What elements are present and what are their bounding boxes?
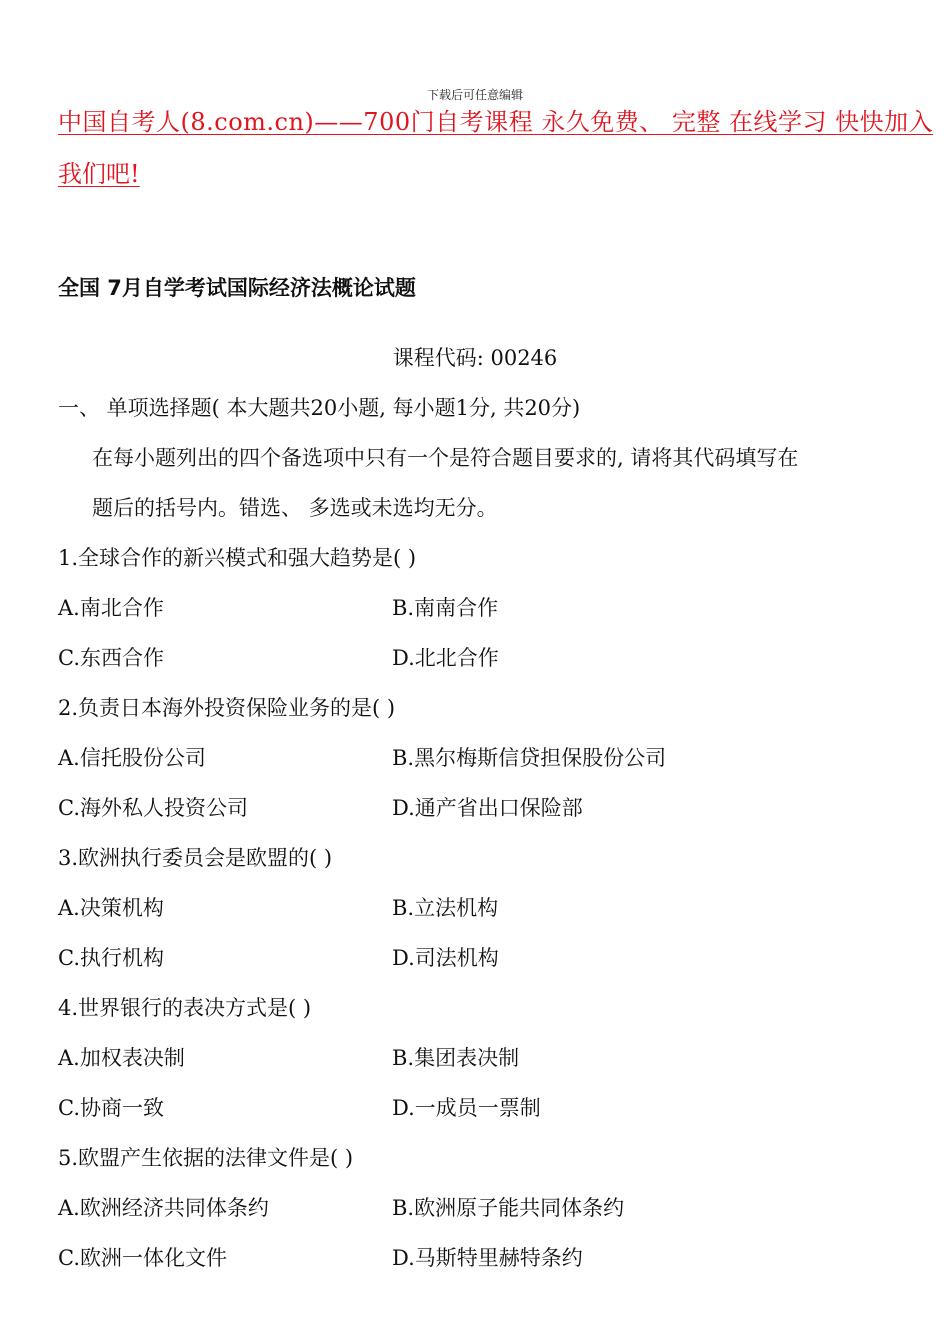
section-instruction-line-1: 在每小题列出的四个备选项中只有一个是符合题目要求的, 请将其代码填写在 <box>92 446 799 470</box>
section-heading: 一、 单项选择题( 本大题共20小题, 每小题1分, 共20分) <box>58 396 581 420</box>
option-d: D.马斯特里赫特条约 <box>392 1246 583 1270</box>
option-a: A.信托股份公司 <box>58 746 206 770</box>
option-a: A.决策机构 <box>58 896 164 920</box>
option-c: C.执行机构 <box>58 946 164 970</box>
promo-link-line-2[interactable]: 我们吧! <box>58 160 140 188</box>
option-b: B.南南合作 <box>392 596 499 620</box>
option-d: D.通产省出口保险部 <box>392 796 583 820</box>
question-stem: 4.世界银行的表决方式是( ) <box>58 996 312 1020</box>
option-a: A.加权表决制 <box>58 1046 185 1070</box>
option-c: C.东西合作 <box>58 646 164 670</box>
option-c: C.欧洲一体化文件 <box>58 1246 227 1270</box>
course-code: 课程代码: 00246 <box>392 346 558 370</box>
option-b: B.欧洲原子能共同体条约 <box>392 1196 625 1220</box>
option-d: D.司法机构 <box>392 946 499 970</box>
option-d: D.北北合作 <box>392 646 499 670</box>
header-note: 下载后可任意编辑 <box>426 88 523 102</box>
option-a: A.欧洲经济共同体条约 <box>58 1196 269 1220</box>
option-a: A.南北合作 <box>58 596 164 620</box>
question-stem: 1.全球合作的新兴模式和强大趋势是( ) <box>58 546 417 570</box>
section-instruction-line-2: 题后的括号内。错选、 多选或未选均无分。 <box>92 496 498 520</box>
exam-title: 全国 7月自学考试国际经济法概论试题 <box>58 276 416 300</box>
option-d: D.一成员一票制 <box>392 1096 541 1120</box>
promo-link-line-1[interactable]: 中国自考人(8.com.cn)——700门自考课程 永久免费、 完整 在线学习 快快加入 <box>58 108 934 136</box>
option-b: B.黑尔梅斯信贷担保股份公司 <box>392 746 667 770</box>
option-b: B.集团表决制 <box>392 1046 520 1070</box>
question-stem: 2.负责日本海外投资保险业务的是( ) <box>58 696 396 720</box>
question-stem: 3.欧洲执行委员会是欧盟的( ) <box>58 846 333 870</box>
question-stem: 5.欧盟产生依据的法律文件是( ) <box>58 1146 354 1170</box>
option-c: C.海外私人投资公司 <box>58 796 248 820</box>
option-b: B.立法机构 <box>392 896 499 920</box>
option-c: C.协商一致 <box>58 1096 164 1120</box>
